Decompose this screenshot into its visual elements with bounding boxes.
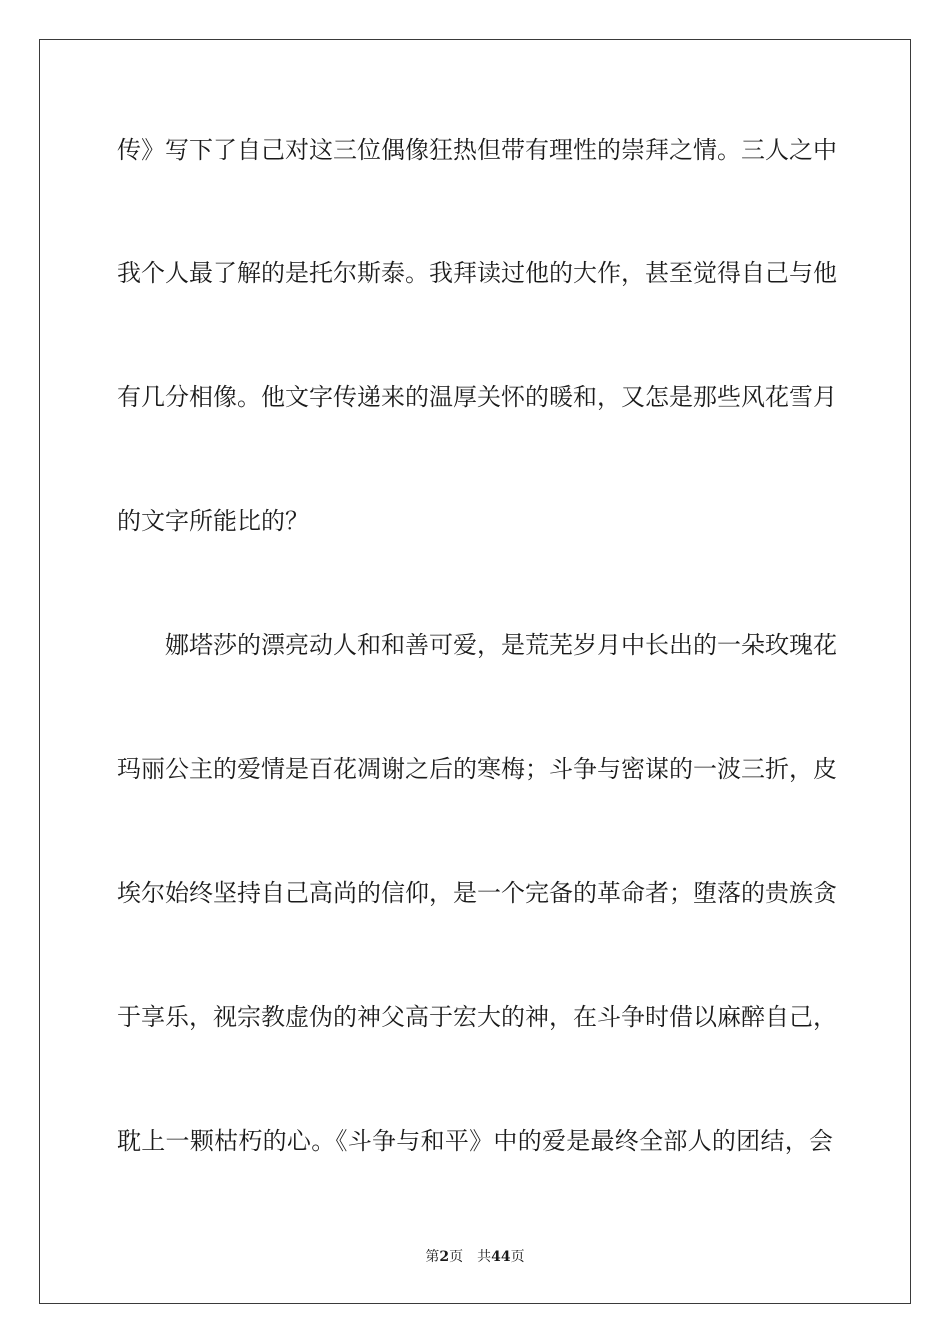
- page-suffix: 页: [449, 1249, 464, 1265]
- total-prefix: 共: [477, 1249, 492, 1265]
- total-suffix: 页: [510, 1249, 525, 1265]
- text-line: 埃尔始终坚持自己高尚的信仰，是一个完备的革命者；堕落的贵族贪: [117, 879, 837, 907]
- text-line: 于享乐，视宗教虚伪的神父高于宏大的神，在斗争时借以麻醉自己，: [117, 1003, 837, 1031]
- page-footer: [0, 1248, 950, 1266]
- text-line: 有几分相像。他文字传递来的温厚关怀的暖和，又怎是那些风花雪月: [117, 383, 837, 411]
- paragraph-start-line: 娜塔莎的漂亮动人和和善可爱，是荒芜岁月中长出的一朵玫瑰花: [165, 631, 837, 659]
- page-number: 2: [439, 1249, 450, 1265]
- text-line: 耽上一颗枯朽的心。《斗争与和平》中的爱是最终全部人的团结，会: [117, 1127, 833, 1155]
- text-line: 传》写下了自己对这三位偶像狂热但带有理性的崇拜之情。三人之中: [117, 136, 837, 164]
- text-line: 我个人最了解的是托尔斯泰。我拜读过他的大作，甚至觉得自己与他: [117, 259, 837, 287]
- text-line: 的文字所能比的？: [117, 507, 309, 535]
- text-line: 玛丽公主的爱情是百花凋谢之后的寒梅；斗争与密谋的一波三折，皮: [117, 755, 837, 783]
- page-prefix: 第: [425, 1249, 440, 1265]
- page-border: [39, 39, 911, 1304]
- total-pages: 44: [491, 1249, 511, 1265]
